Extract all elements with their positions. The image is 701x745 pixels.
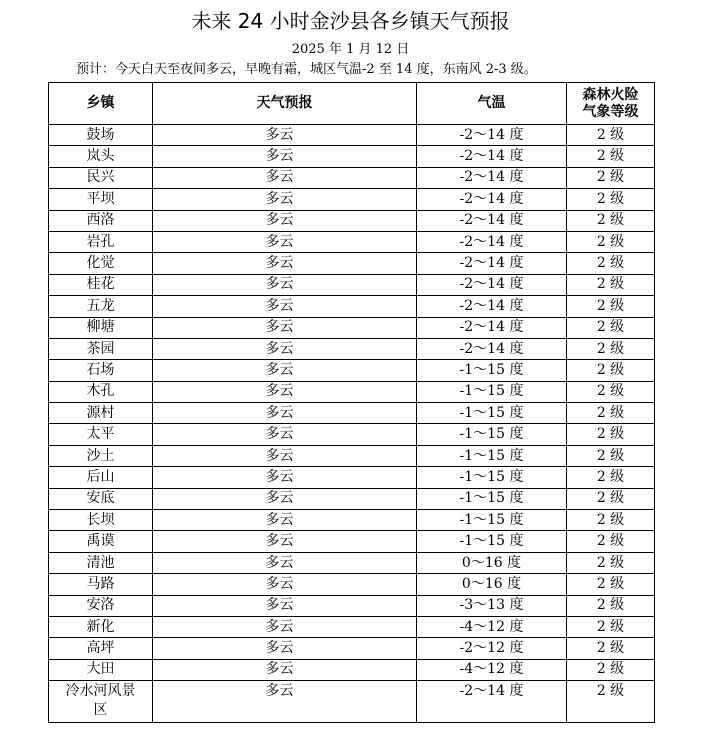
weather-cell: 多云 <box>153 381 417 402</box>
weather-cell: 多云 <box>153 338 417 359</box>
table-row <box>49 231 655 252</box>
town-cell: 西洛 <box>49 210 153 231</box>
weather-cell: 多云 <box>153 531 417 552</box>
table-row <box>49 510 655 531</box>
table-row <box>49 616 655 637</box>
header-fire-risk <box>567 83 655 125</box>
weather-cell: 多云 <box>153 552 417 573</box>
table-header-row <box>49 83 655 125</box>
forecast-summary: 预计：今天白天至夜间多云，早晚有霜，城区气温-2 至 14 度，东南风 2-3 级。 <box>76 62 537 77</box>
weather-cell: 多云 <box>153 595 417 616</box>
fire-risk-cell: 2 级 <box>567 552 655 573</box>
table-row <box>49 381 655 402</box>
town-cell: 沙土 <box>49 445 153 466</box>
fire-risk-cell: 2 级 <box>567 510 655 531</box>
weather-cell: 多云 <box>153 146 417 167</box>
town-cell: 民兴 <box>49 167 153 188</box>
weather-cell: 多云 <box>153 574 417 595</box>
table-row <box>49 189 655 210</box>
town-cell: 木孔 <box>49 381 153 402</box>
forecast-date: 2025 年 1 月 12 日 <box>291 42 410 57</box>
weather-cell: 多云 <box>153 488 417 509</box>
temperature-cell: -2～14 度 <box>417 681 567 723</box>
table-row <box>49 595 655 616</box>
table-body <box>49 125 655 723</box>
weather-cell: 多云 <box>153 296 417 317</box>
fire-risk-cell: 2 级 <box>567 189 655 210</box>
fire-risk-cell: 2 级 <box>567 531 655 552</box>
table-row <box>49 531 655 552</box>
header-town: 乡镇 <box>49 83 153 125</box>
fire-risk-cell: 2 级 <box>567 616 655 637</box>
header-fire-risk-line2: 气象等级 <box>582 103 639 120</box>
weather-cell: 多云 <box>153 681 417 723</box>
weather-cell: 多云 <box>153 467 417 488</box>
temperature-cell: -1～15 度 <box>417 488 567 509</box>
table-row <box>49 167 655 188</box>
temperature-cell: -1～15 度 <box>417 467 567 488</box>
fire-risk-cell: 2 级 <box>567 574 655 595</box>
weather-cell: 多云 <box>153 231 417 252</box>
weather-cell: 多云 <box>153 360 417 381</box>
fire-risk-cell: 2 级 <box>567 659 655 680</box>
table-row <box>49 574 655 595</box>
table-row <box>49 488 655 509</box>
town-cell: 高坪 <box>49 638 153 659</box>
temperature-cell: -2～14 度 <box>417 317 567 338</box>
weather-cell: 多云 <box>153 189 417 210</box>
temperature-cell: -1～15 度 <box>417 531 567 552</box>
header-weather: 天气预报 <box>153 83 417 125</box>
town-cell: 化觉 <box>49 253 153 274</box>
temperature-cell: -1～15 度 <box>417 360 567 381</box>
fire-risk-cell: 2 级 <box>567 638 655 659</box>
town-cell: 新化 <box>49 616 153 637</box>
town-cell: 岩孔 <box>49 231 153 252</box>
header-fire-risk-line1: 森林火险 <box>582 86 639 103</box>
weather-cell: 多云 <box>153 317 417 338</box>
fire-risk-cell: 2 级 <box>567 488 655 509</box>
table-row <box>49 467 655 488</box>
table-row <box>49 274 655 295</box>
temperature-cell: -2～14 度 <box>417 167 567 188</box>
fire-risk-cell: 2 级 <box>567 595 655 616</box>
weather-cell: 多云 <box>153 403 417 424</box>
weather-cell: 多云 <box>153 274 417 295</box>
temperature-cell: -4～12 度 <box>417 616 567 637</box>
temperature-cell: -2～14 度 <box>417 231 567 252</box>
town-cell: 石场 <box>49 360 153 381</box>
fire-risk-cell: 2 级 <box>567 296 655 317</box>
table-row <box>49 296 655 317</box>
town-cell: 鼓场 <box>49 125 153 146</box>
temperature-cell: -3～13 度 <box>417 595 567 616</box>
town-name-line1: 冷水河风景 <box>65 683 136 700</box>
temperature-cell: -2～14 度 <box>417 189 567 210</box>
temperature-cell: -2～14 度 <box>417 338 567 359</box>
temperature-cell: -2～14 度 <box>417 253 567 274</box>
fire-risk-cell: 2 级 <box>567 338 655 359</box>
table-row <box>49 424 655 445</box>
temperature-cell: -2～14 度 <box>417 274 567 295</box>
weather-cell: 多云 <box>153 445 417 466</box>
town-cell: 太平 <box>49 424 153 445</box>
table-row <box>49 659 655 680</box>
weather-cell: 多云 <box>153 210 417 231</box>
town-cell: 茶园 <box>49 338 153 359</box>
town-cell: 安洛 <box>49 595 153 616</box>
temperature-cell: -1～15 度 <box>417 424 567 445</box>
table-row <box>49 638 655 659</box>
town-cell: 五龙 <box>49 296 153 317</box>
table-row <box>49 403 655 424</box>
town-name-line2: 区 <box>93 702 108 719</box>
table-row <box>49 445 655 466</box>
temperature-cell: -1～15 度 <box>417 381 567 402</box>
temperature-cell: -2～12 度 <box>417 638 567 659</box>
table-row <box>49 125 655 146</box>
town-cell: 后山 <box>49 467 153 488</box>
fire-risk-cell: 2 级 <box>567 231 655 252</box>
fire-risk-cell: 2 级 <box>567 360 655 381</box>
temperature-cell: -2～14 度 <box>417 125 567 146</box>
fire-risk-cell: 2 级 <box>567 424 655 445</box>
weather-cell: 多云 <box>153 167 417 188</box>
town-cell <box>49 681 153 723</box>
temperature-cell: -1～15 度 <box>417 445 567 466</box>
fire-risk-cell: 2 级 <box>567 403 655 424</box>
fire-risk-cell: 2 级 <box>567 467 655 488</box>
fire-risk-cell: 2 级 <box>567 210 655 231</box>
table-row <box>49 552 655 573</box>
town-cell: 清池 <box>49 552 153 573</box>
fire-risk-cell: 2 级 <box>567 146 655 167</box>
temperature-cell: 0～16 度 <box>417 574 567 595</box>
temperature-cell: -1～15 度 <box>417 510 567 531</box>
weather-table <box>48 82 655 723</box>
table-row <box>49 210 655 231</box>
town-cell: 大田 <box>49 659 153 680</box>
table-row <box>49 338 655 359</box>
temperature-cell: -2～14 度 <box>417 210 567 231</box>
table-row <box>49 253 655 274</box>
weather-cell: 多云 <box>153 510 417 531</box>
temperature-cell: -2～14 度 <box>417 146 567 167</box>
town-cell: 禹谟 <box>49 531 153 552</box>
table-row <box>49 317 655 338</box>
town-cell: 安底 <box>49 488 153 509</box>
temperature-cell: -2～14 度 <box>417 296 567 317</box>
fire-risk-cell: 2 级 <box>567 274 655 295</box>
town-cell: 源村 <box>49 403 153 424</box>
weather-cell: 多云 <box>153 125 417 146</box>
header-temperature: 气温 <box>417 83 567 125</box>
weather-cell: 多云 <box>153 253 417 274</box>
temperature-cell: 0～16 度 <box>417 552 567 573</box>
fire-risk-cell: 2 级 <box>567 317 655 338</box>
fire-risk-cell: 2 级 <box>567 167 655 188</box>
weather-cell: 多云 <box>153 424 417 445</box>
weather-cell: 多云 <box>153 616 417 637</box>
weather-cell: 多云 <box>153 659 417 680</box>
temperature-cell: -1～15 度 <box>417 403 567 424</box>
table-row <box>49 360 655 381</box>
fire-risk-cell: 2 级 <box>567 253 655 274</box>
town-cell: 长坝 <box>49 510 153 531</box>
table-row <box>49 146 655 167</box>
page-title: 未来 24 小时金沙县各乡镇天气预报 <box>191 9 510 33</box>
fire-risk-cell: 2 级 <box>567 125 655 146</box>
town-cell: 桂花 <box>49 274 153 295</box>
weather-cell: 多云 <box>153 638 417 659</box>
temperature-cell: -4～12 度 <box>417 659 567 680</box>
town-cell: 平坝 <box>49 189 153 210</box>
fire-risk-cell: 2 级 <box>567 445 655 466</box>
table-row <box>49 681 655 723</box>
town-cell: 马路 <box>49 574 153 595</box>
fire-risk-cell: 2 级 <box>567 381 655 402</box>
town-cell: 柳塘 <box>49 317 153 338</box>
town-cell: 岚头 <box>49 146 153 167</box>
fire-risk-cell: 2 级 <box>567 681 655 723</box>
